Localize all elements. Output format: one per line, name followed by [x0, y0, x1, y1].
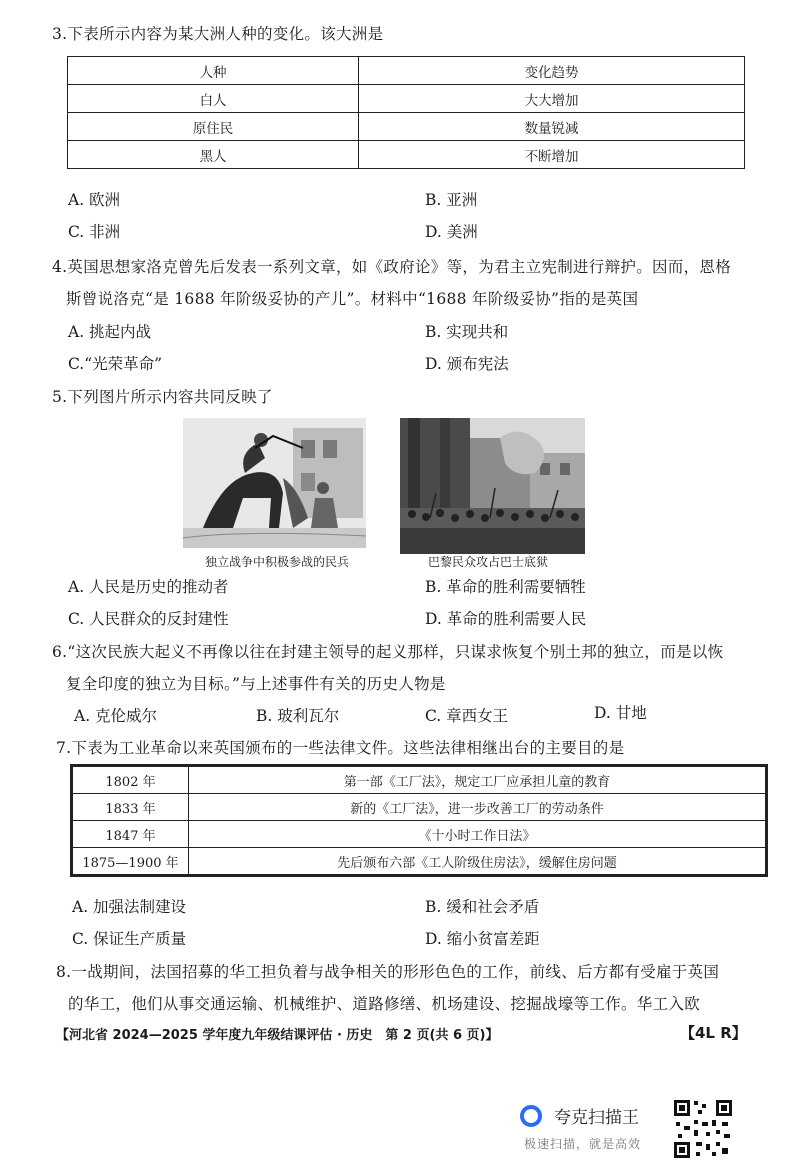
q7-option-b: B. 缓和社会矛盾: [425, 898, 540, 916]
q8-stem-line1: 8.一战期间，法国招募的华工担负着与战争相关的形形色色的工作，前线、后方都有受雇于英国: [56, 963, 720, 981]
table-row: [68, 113, 745, 141]
table-row: [73, 848, 766, 875]
q4-option-c: C.“光荣革命”: [68, 355, 163, 373]
table-header-cell: 变化趋势: [359, 57, 745, 85]
table-row: [68, 57, 745, 85]
q4-option-a: A. 挑起内战: [68, 323, 152, 341]
table-row: [73, 821, 766, 848]
q4-stem-line2: 斯曾说洛克“是 1688 年阶级妥协的产儿”。材料中“1688 年阶级妥协”指的是英国: [66, 290, 639, 308]
scanner-brand-name: 夸克扫描王: [554, 1108, 639, 1128]
table-row: [68, 85, 745, 113]
scanner-logo-icon: [520, 1105, 542, 1127]
table-cell: 第一部《工厂法》，规定工厂应承担儿童的教育: [189, 767, 766, 794]
q7-option-c: C. 保证生产质量: [72, 930, 187, 948]
q3-table: [67, 56, 745, 169]
bastille-storming-image: [400, 418, 585, 554]
q4-stem-line1: 4.英国思想家洛克曾先后发表一系列文章，如《政府论》等，为君主立宪制进行辩护。因而，恩格: [52, 258, 731, 276]
q8-stem-line2: 的华工，他们从事交通运输、机械维护、道路修缮、机场建设、挖掘战壕等工作。华工入欧: [68, 995, 701, 1013]
q3-option-d: D. 美洲: [425, 223, 478, 241]
q3-option-c: C. 非洲: [68, 223, 121, 241]
q7-option-a: A. 加强法制建设: [72, 898, 187, 916]
q5-option-d: D. 革命的胜利需要人民: [425, 610, 587, 628]
table-cell: 先后颁布六部《工人阶级住房法》，缓解住房问题: [189, 848, 766, 875]
scanner-watermark: [520, 1095, 670, 1160]
q3-option-b: B. 亚洲: [425, 191, 478, 209]
q7-option-d: D. 缩小贫富差距: [425, 930, 540, 948]
table-row: [73, 794, 766, 821]
table-cell: 1802 年: [73, 767, 189, 794]
q3-stem: 3.下表所示内容为某大洲人种的变化。该大洲是: [52, 25, 384, 43]
table-header-cell: 人种: [68, 57, 359, 85]
table-cell: 数量锐减: [359, 113, 745, 141]
page-footer: 【河北省 2024—2025 学年度九年级结课评估 · 历史 第 2 页(共 6 页)】: [56, 1028, 499, 1043]
table-cell: 1875—1900 年: [73, 848, 189, 875]
q5-stem: 5.下列图片所示内容共同反映了: [52, 388, 273, 406]
bastille-image-caption: 巴黎民众攻占巴士底狱: [428, 555, 549, 569]
q6-option-a: A. 克伦威尔: [74, 707, 158, 725]
q6-option-d: D. 甘地: [594, 704, 647, 722]
table-row: [68, 141, 745, 169]
q3-option-a: A. 欧洲: [68, 191, 121, 209]
table-cell: 白人: [68, 85, 359, 113]
militia-image-caption: 独立战争中积极参战的民兵: [205, 555, 350, 569]
table-cell: 《十小时工作日法》: [189, 821, 766, 848]
table-cell: 新的《工厂法》，进一步改善工厂的劳动条件: [189, 794, 766, 821]
q6-option-c: C. 章西女王: [425, 707, 509, 725]
q6-stem-line2: 复全印度的独立为目标。”与上述事件有关的历史人物是: [66, 675, 446, 693]
scanner-slogan: 极速扫描，就是高效: [524, 1137, 642, 1151]
table-cell: 原住民: [68, 113, 359, 141]
q5-option-a: A. 人民是历史的推动者: [68, 578, 229, 596]
q4-option-d: D. 颁布宪法: [425, 355, 509, 373]
q4-option-b: B. 实现共和: [425, 323, 509, 341]
paper-code: 【4L R】: [680, 1024, 747, 1042]
q7-stem: 7.下表为工业革命以来英国颁布的一些法律文件。这些法律相继出台的主要目的是: [56, 739, 625, 757]
table-cell: 大大增加: [359, 85, 745, 113]
q6-option-b: B. 玻利瓦尔: [256, 707, 340, 725]
qr-code-icon: [672, 1098, 734, 1160]
table-cell: 不断增加: [359, 141, 745, 169]
q7-table: [72, 766, 766, 875]
q6-stem-line1: 6.“这次民族大起义不再像以往在封建主领导的起义那样，只谋求恢复个别土邦的独立，而是以恢: [52, 643, 724, 661]
q5-option-c: C. 人民群众的反封建性: [68, 610, 229, 628]
table-cell: 1847 年: [73, 821, 189, 848]
table-row: [73, 767, 766, 794]
table-cell: 黑人: [68, 141, 359, 169]
q5-option-b: B. 革命的胜利需要牺牲: [425, 578, 586, 596]
militia-engraving-image: [183, 418, 366, 548]
table-cell: 1833 年: [73, 794, 189, 821]
